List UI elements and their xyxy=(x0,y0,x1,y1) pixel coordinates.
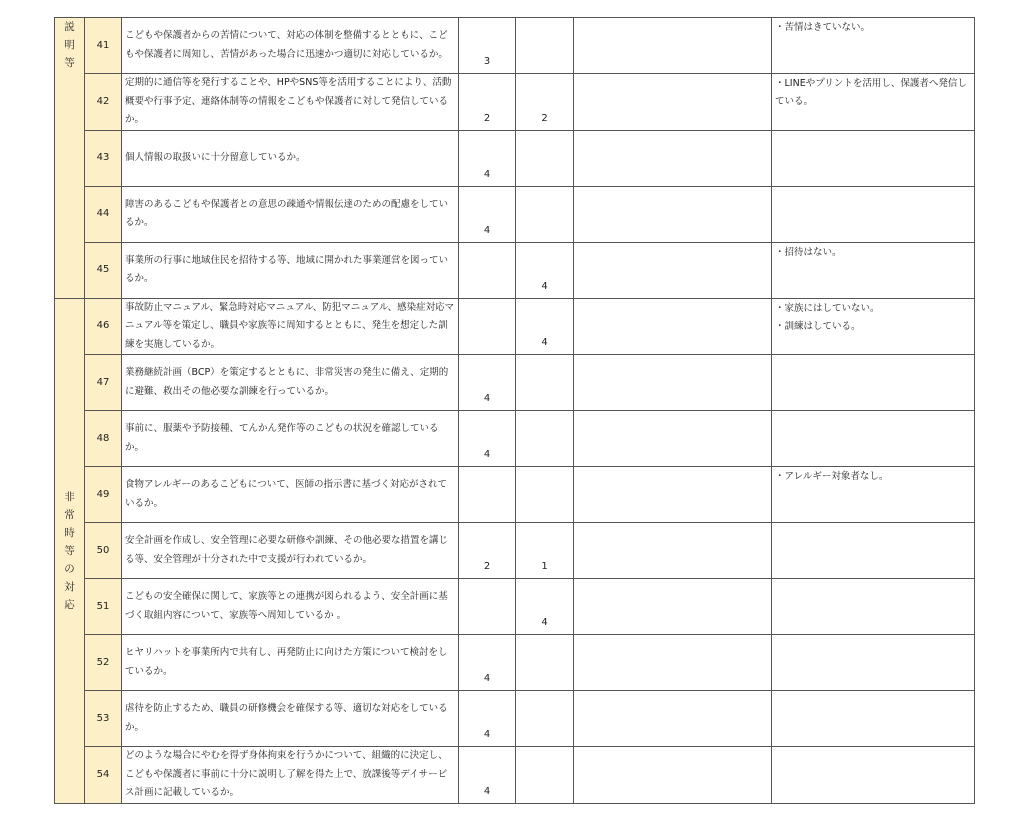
category-cell xyxy=(55,298,85,803)
answer-no xyxy=(574,242,772,298)
answer-no xyxy=(574,186,772,242)
item-number: 48 xyxy=(85,411,122,467)
answer-yes xyxy=(459,355,516,411)
answer-yes-value: 4 xyxy=(483,729,491,740)
comment-cell xyxy=(772,130,975,186)
item-question: 事故防止マニュアル、緊急時対応マニュアル、防犯マニュアル、感染症対応マニュアル等を策定し、職員や家族等に周知するとともに、発生を想定した訓練を実施しているか。 xyxy=(122,298,459,355)
comment-cell: ・家族にはしていない。 ・訓練はしている。 xyxy=(772,298,975,355)
answer-yes xyxy=(459,186,516,242)
comment-cell xyxy=(772,186,975,242)
comment-cell: ・LINEやプリントを活用し、保護者へ発信している。 xyxy=(772,74,975,131)
table-row xyxy=(55,411,975,467)
answer-neutral-value: 4 xyxy=(541,617,548,628)
comment-cell xyxy=(772,747,975,804)
answer-no xyxy=(574,411,772,467)
answer-yes xyxy=(459,411,516,467)
answer-yes-value: 2 xyxy=(483,112,491,124)
item-question: 虐待を防止するため、職員の研修機会を確保する等、適切な対応をしているか。 xyxy=(122,691,459,747)
answer-neutral xyxy=(516,579,574,635)
answer-neutral xyxy=(516,691,574,747)
table-row xyxy=(55,298,975,355)
comment-cell: ・招待はない。 xyxy=(772,242,975,298)
answer-yes xyxy=(459,523,516,579)
table-row xyxy=(55,130,975,186)
item-question: こどもの安全確保に関して、家族等との連携が図られるよう、安全計画に基づく取組内容について、家族等へ周知しているか 。 xyxy=(122,579,459,635)
evaluation-table xyxy=(54,17,975,804)
item-question: 安全計画を作成し、安全管理に必要な研修や訓練、その他必要な措置を講じる等、安全管理が十分された中で支援が行われているか。 xyxy=(122,523,459,579)
category-cell xyxy=(55,18,85,299)
comment-cell: ・アレルギー対象者なし。 xyxy=(772,467,975,523)
answer-neutral xyxy=(516,18,574,74)
table-row xyxy=(55,18,975,74)
comment-cell xyxy=(772,579,975,635)
comment-cell xyxy=(772,523,975,579)
item-number: 50 xyxy=(85,523,122,579)
answer-neutral xyxy=(516,411,574,467)
item-number: 49 xyxy=(85,467,122,523)
answer-yes xyxy=(459,579,516,635)
table-row xyxy=(55,747,975,804)
item-question: 食物アレルギーのあるこどもについて、医師の指示書に基づく対応がされているか。 xyxy=(122,467,459,523)
answer-yes xyxy=(459,74,516,131)
item-question: 事業所の行事に地域住民を招待する等、地域に開かれた事業運営を図っているか。 xyxy=(122,242,459,298)
item-question: 定期的に通信等を発行することや、HPやSNS等を活用することにより、活動概要や行事予定、連絡体制等の情報をこどもや保護者に対して発信しているか。 xyxy=(122,74,459,131)
answer-yes xyxy=(459,130,516,186)
item-number: 53 xyxy=(85,691,122,747)
answer-no xyxy=(574,467,772,523)
answer-neutral xyxy=(516,130,574,186)
answer-neutral xyxy=(516,635,574,691)
answer-yes xyxy=(459,298,516,355)
table-row xyxy=(55,523,975,579)
table-row xyxy=(55,635,975,691)
item-number: 51 xyxy=(85,579,122,635)
answer-neutral xyxy=(516,467,574,523)
item-question: 個人情報の取扱いに十分留意しているか。 xyxy=(122,130,459,186)
answer-yes-value: 4 xyxy=(483,168,491,180)
answer-neutral xyxy=(516,747,574,804)
item-number: 45 xyxy=(85,242,122,298)
answer-yes-value: 4 xyxy=(483,673,491,684)
answer-neutral-value: 4 xyxy=(541,280,548,292)
item-number: 42 xyxy=(85,74,122,131)
item-number: 54 xyxy=(85,747,122,804)
item-number: 44 xyxy=(85,186,122,242)
item-question: こどもや保護者からの苦情について、対応の体制を整備するとともに、こどもや保護者に周知し、苦情があった場合に迅速かつ適切に対応しているか。 xyxy=(122,18,459,74)
answer-neutral-value: 2 xyxy=(541,112,548,124)
answer-yes xyxy=(459,691,516,747)
table-row xyxy=(55,186,975,242)
comment-cell xyxy=(772,691,975,747)
answer-yes xyxy=(459,635,516,691)
item-number: 43 xyxy=(85,130,122,186)
item-number: 46 xyxy=(85,298,122,355)
comment-cell xyxy=(772,635,975,691)
answer-neutral xyxy=(516,298,574,355)
answer-neutral xyxy=(516,186,574,242)
answer-neutral xyxy=(516,523,574,579)
item-number: 52 xyxy=(85,635,122,691)
item-question: 事前に、服薬や予防接種、てんかん発作等のこどもの状況を確認しているか。 xyxy=(122,411,459,467)
item-question: ヒヤリハットを事業所内で共有し、再発防止に向けた方策について検討をしているか。 xyxy=(122,635,459,691)
answer-yes-value: 4 xyxy=(483,785,491,797)
answer-no xyxy=(574,18,772,74)
answer-neutral-value: 4 xyxy=(541,337,548,348)
table-row xyxy=(55,691,975,747)
table-row xyxy=(55,74,975,131)
answer-no xyxy=(574,579,772,635)
table-row xyxy=(55,467,975,523)
table-row xyxy=(55,355,975,411)
answer-no xyxy=(574,298,772,355)
category-label: 非常時等の対応 xyxy=(64,490,75,611)
answer-neutral xyxy=(516,355,574,411)
answer-yes-value: 2 xyxy=(483,561,491,572)
comment-cell xyxy=(772,355,975,411)
answer-no xyxy=(574,691,772,747)
answer-neutral xyxy=(516,242,574,298)
table-row xyxy=(55,579,975,635)
item-question: 業務継続計画（BCP）を策定するとともに、非常災害の発生に備え、定期的に避難、救出その他必要な訓練を行っているか。 xyxy=(122,355,459,411)
item-question: どのような場合にやむを得ず身体拘束を行うかについて、組織的に決定し、こどもや保護者に事前に十分に説明し了解を得た上で、放課後等デイサービス計画に記載しているか。 xyxy=(122,747,459,804)
answer-yes xyxy=(459,747,516,804)
answer-yes xyxy=(459,242,516,298)
answer-yes-value: 4 xyxy=(483,224,491,236)
answer-no xyxy=(574,130,772,186)
comment-cell: ・苦情はきていない。 xyxy=(772,18,975,74)
answer-no xyxy=(574,355,772,411)
answer-yes-value: 4 xyxy=(483,449,491,460)
answer-no xyxy=(574,747,772,804)
answer-yes-value: 3 xyxy=(483,56,491,67)
table-row xyxy=(55,242,975,298)
item-number: 47 xyxy=(85,355,122,411)
answer-yes xyxy=(459,18,516,74)
comment-cell xyxy=(772,411,975,467)
category-label: 説明等 xyxy=(64,21,75,69)
answer-neutral-value: 1 xyxy=(541,561,548,572)
answer-no xyxy=(574,635,772,691)
answer-neutral xyxy=(516,74,574,131)
answer-yes-value: 4 xyxy=(483,393,491,404)
answer-no xyxy=(574,523,772,579)
item-question: 障害のあるこどもや保護者との意思の疎通や情報伝達のための配慮をしているか。 xyxy=(122,186,459,242)
answer-yes xyxy=(459,467,516,523)
item-number: 41 xyxy=(85,18,122,74)
answer-no xyxy=(574,74,772,131)
